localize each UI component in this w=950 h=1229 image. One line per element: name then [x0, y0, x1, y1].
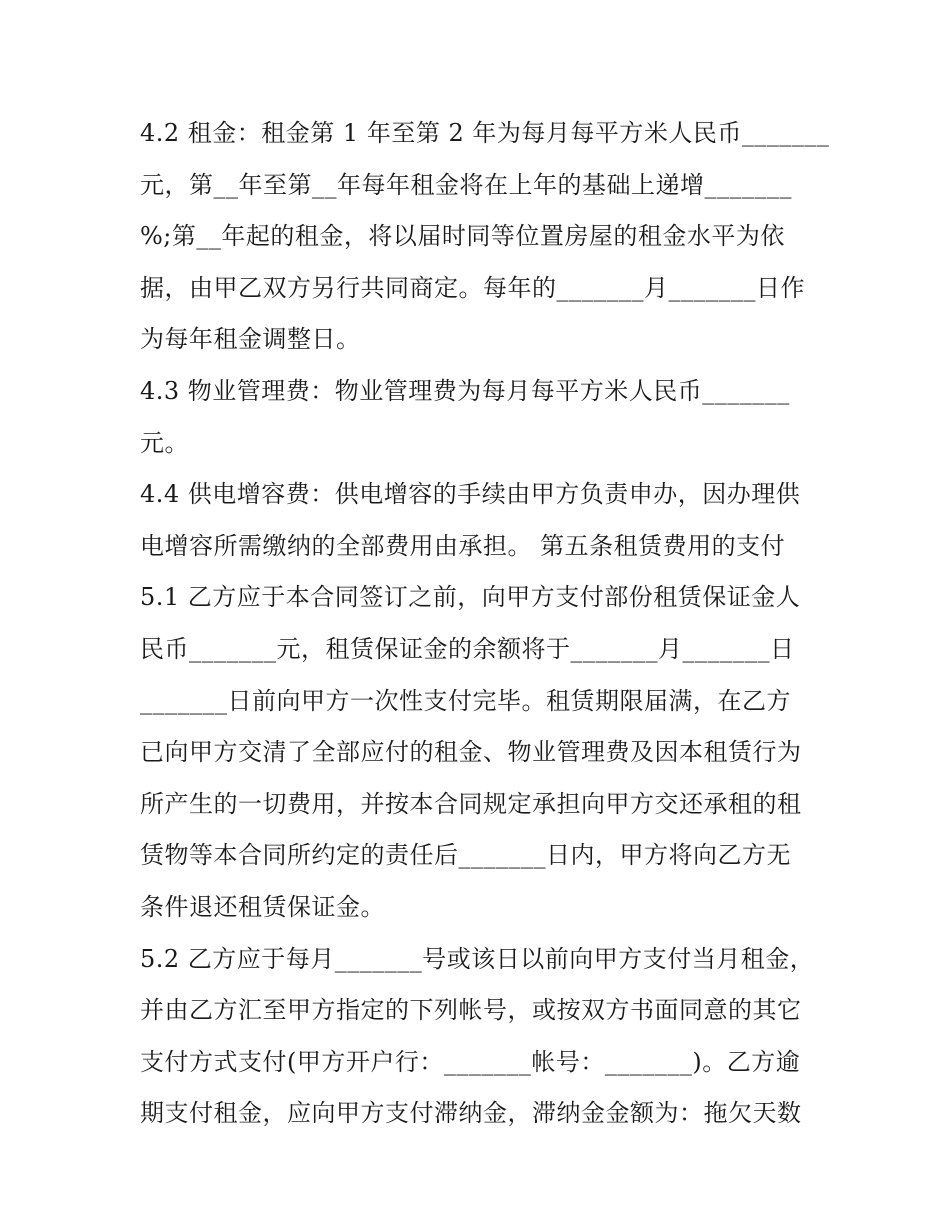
text-line: 据，由甲乙双方另行共同商定。每年的_______月_______日作	[140, 273, 805, 302]
text-line: 已向甲方交清了全部应付的租金、物业管理费及因本租赁行为	[140, 738, 802, 767]
text-line: 赁物等本合同所约定的责任后_______日内，甲方将向乙方无	[140, 841, 791, 870]
text-line: _______日前向甲方一次性支付完毕。租赁期限届满，在乙方	[140, 686, 791, 715]
text-line: 4.3 物业管理费：物业管理费为每月每平方米人民币_______	[140, 376, 790, 405]
text-line: 支付方式支付(甲方开户行：_______帐号：_______)。乙方逾	[140, 1047, 801, 1076]
contract-body-text	[140, 108, 830, 1140]
text-line: 电增容所需缴纳的全部费用由承担。 第五条租赁费用的支付	[140, 531, 786, 560]
text-line: 并由乙方汇至甲方指定的下列帐号，或按双方书面同意的其它	[140, 996, 802, 1025]
text-line: 元。	[140, 428, 189, 457]
text-line: 期支付租金，应向甲方支付滞纳金，滞纳金金额为：拖欠天数	[140, 1099, 802, 1128]
text-line: 5.1 乙方应于本合同签订之前，向甲方支付部份租赁保证金人	[140, 583, 801, 612]
text-line: 4.2 租金：租金第 1 年至第 2 年为每月每平方米人民币_______	[140, 119, 830, 147]
text-line: 所产生的一切费用，并按本合同规定承担向甲方交还承租的租	[140, 789, 802, 818]
text-line: 5.2 乙方应于每月_______号或该日以前向甲方支付当月租金，	[140, 944, 815, 973]
text-line: 条件退还租赁保证金。	[140, 892, 385, 921]
text-line: 为每年租金调整日。	[140, 325, 361, 354]
text-line: 4.4 供电增容费：供电增容的手续由甲方负责申办，因办理供	[140, 480, 801, 509]
text-line: %;第__年起的租金，将以届时同等位置房屋的租金水平为依	[140, 222, 785, 251]
text-line: 元，第__年至第__年每年租金将在上年的基础上递增_______	[140, 170, 792, 199]
text-line: 民币_______元，租赁保证金的余额将于_______月_______日	[140, 634, 795, 663]
